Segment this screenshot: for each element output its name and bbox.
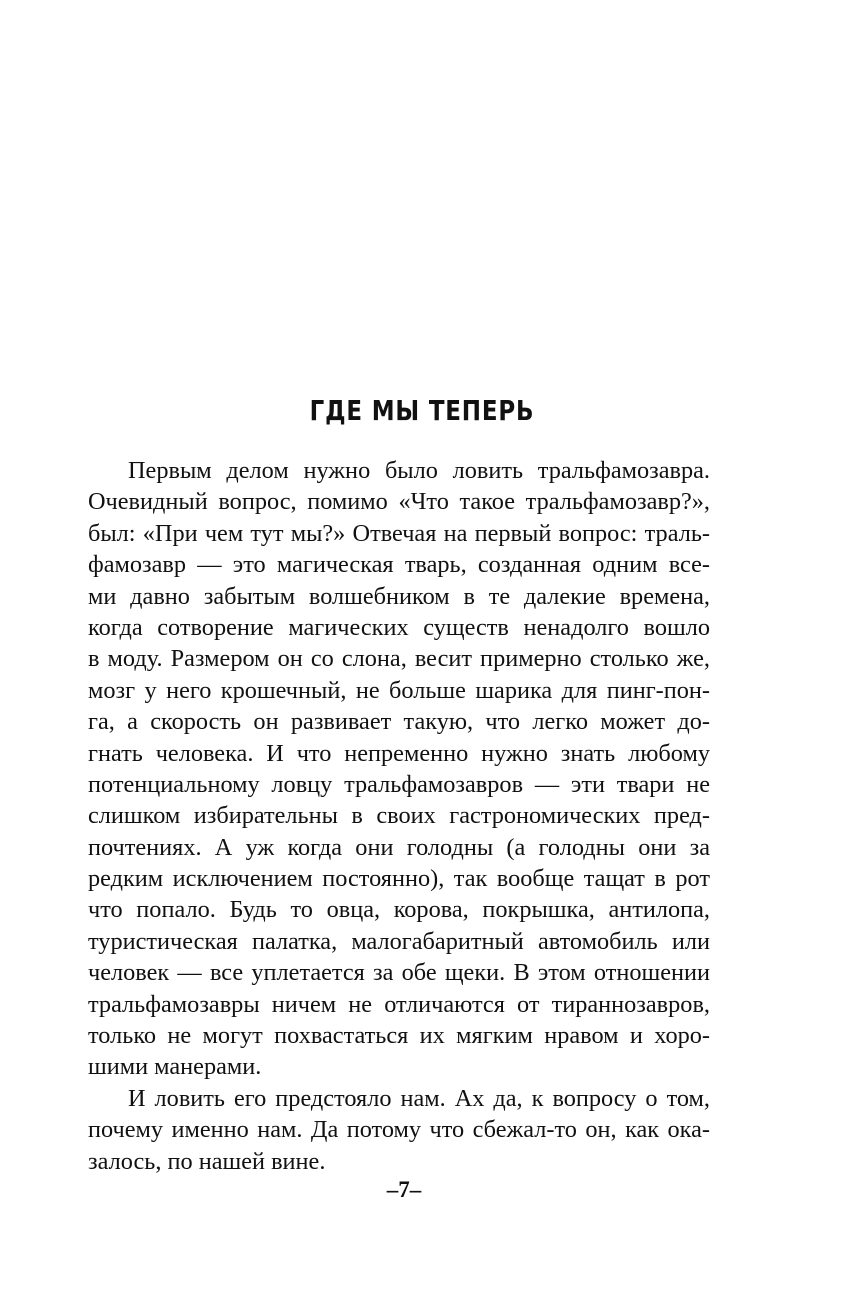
text-line: шими манерами.	[88, 1053, 262, 1081]
text-line: что попало. Будь то овца, корова, покрышка, антилопа,	[88, 896, 710, 924]
text-line: И ловить его предстояло нам. Ах да, к вопросу о том,	[128, 1084, 710, 1112]
text-line: туристическая палатка, малогабаритный автомобиль или	[88, 927, 710, 955]
text-line: редким исключением постоянно), так вообще тащат в рот	[88, 865, 710, 893]
text-line: почему именно нам. Да потому что сбежал-то он, как ока-	[88, 1116, 710, 1144]
text-line: человек — все уплетается за обе щеки. В этом отношении	[88, 959, 710, 987]
text-line: гнать человека. И что непременно нужно знать любому	[88, 739, 710, 767]
text-line: мозг у него крошечный, не больше шарика для пинг-пон-	[88, 676, 710, 704]
text-line: га, а скорость он развивает такую, что легко может до-	[88, 708, 710, 736]
text-line: потенциальному ловцу тральфамозавров — эти твари не	[88, 770, 710, 798]
body-text	[88, 455, 710, 1177]
page-number: –7–	[386, 1177, 422, 1202]
text-line: ми давно забытым волшебником в те далекие времена,	[88, 582, 710, 610]
chapter-title: ГДЕ МЫ ТЕПЕРЬ	[309, 394, 535, 427]
text-line: залось, по нашей вине.	[88, 1147, 326, 1175]
text-line: Очевидный вопрос, помимо «Что такое тральфамозавр?»,	[88, 488, 710, 516]
text-line: в моду. Размером он со слона, весит примерно столько же,	[88, 645, 710, 673]
text-line: фамозавр — это магическая тварь, созданная одним все-	[88, 551, 710, 579]
text-line: тральфамозавры ничем не отличаются от тираннозавров,	[88, 990, 710, 1018]
text-line: Первым делом нужно было ловить тральфамозавра.	[128, 457, 710, 484]
text-line: был: «При чем тут мы?» Отвечая на первый вопрос: траль-	[88, 519, 710, 547]
text-line: только не могут похвастаться их мягким нравом и хоро-	[88, 1022, 710, 1050]
text-line: когда сотворение магических существ ненадолго вошло	[88, 613, 710, 641]
text-line: почтениях. А уж когда они голодны (а голодны они за	[88, 833, 710, 861]
text-line: слишком избирательны в своих гастрономических пред-	[88, 802, 710, 830]
